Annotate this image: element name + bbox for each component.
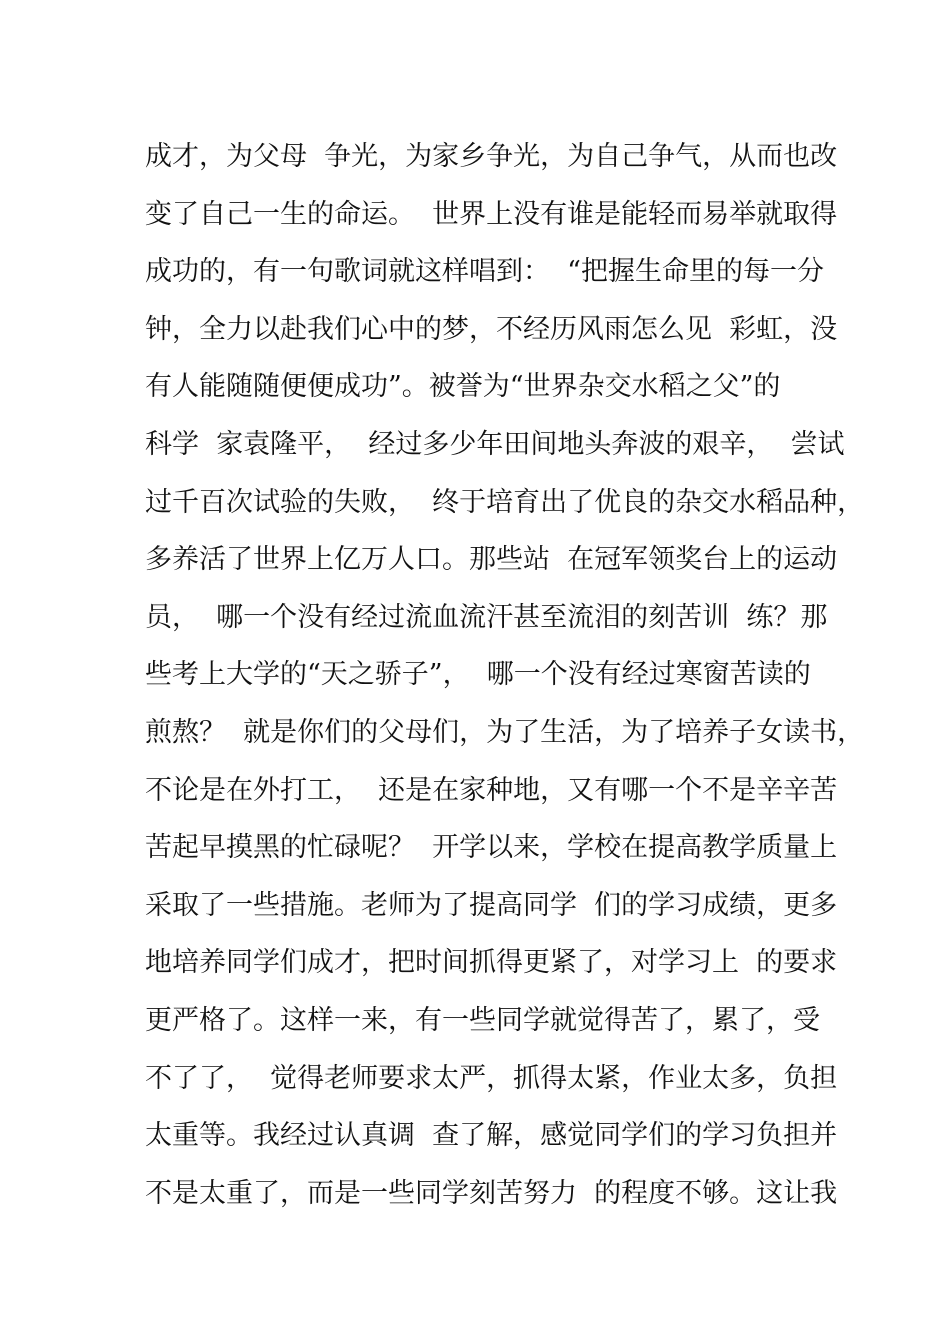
text-line: 些考上大学的“天之骄子”， 哪一个没有经过寒窗苦读的 — [145, 659, 811, 691]
text-line: 过千百次试验的失败， 终于培育出了优良的杂交水稻品种， — [145, 486, 865, 518]
text-line: 更严格了。这样一来，有一些同学就觉得苦了，累了，受 — [145, 1004, 820, 1036]
text-line: 采取了一些措施。老师为了提高同学 们的学习成绩，更多 — [145, 889, 838, 921]
text-line: 煎熬？ 就是你们的父母们，为了生活，为了培养子女读书， — [145, 716, 865, 748]
text-line: 太重等。我经过认真调 查了解，感觉同学们的学习负担并 — [145, 1120, 838, 1152]
text-line: 钟，全力以赴我们心中的梦，不经历风雨怎么见 彩虹，没 — [145, 313, 838, 345]
text-line: 苦起早摸黑的忙碌呢？ 开学以来，学校在提高教学质量上 — [145, 832, 838, 864]
text-line: 成才，为父母 争光，为家乡争光，为自己争气，从而也改 — [145, 141, 838, 172]
text-line: 变了自己一生的命运。 世界上没有谁是能轻而易举就取得 — [145, 198, 838, 230]
text-line: 不论是在外打工， 还是在家种地，又有哪一个不是辛辛苦 — [145, 774, 838, 806]
text-line: 不了了， 觉得老师要求太严，抓得太紧，作业太多，负担 — [145, 1062, 838, 1094]
text-line: 有人能随随便便成功”。被誉为“世界杂交水稻之父”的 — [145, 371, 781, 403]
body-paragraph — [145, 128, 865, 1222]
text-line: 不是太重了，而是一些同学刻苦努力 的程度不够。这让我 — [145, 1177, 838, 1209]
text-line: 科学 家袁隆平， 经过多少年田间地头奔波的艰辛， 尝试 — [145, 428, 845, 460]
text-line: 地培养同学们成才，把时间抓得更紧了，对学习上 的要求 — [145, 947, 838, 979]
text-line: 多养活了世界上亿万人口。那些站 在冠军领奖台上的运动 — [145, 544, 838, 576]
text-line: 成功的，有一句歌词就这样唱到： “把握生命里的每一分 — [145, 256, 824, 288]
text-line: 员， 哪一个没有经过流血流汗甚至流泪的刻苦训 练？那 — [145, 601, 828, 633]
